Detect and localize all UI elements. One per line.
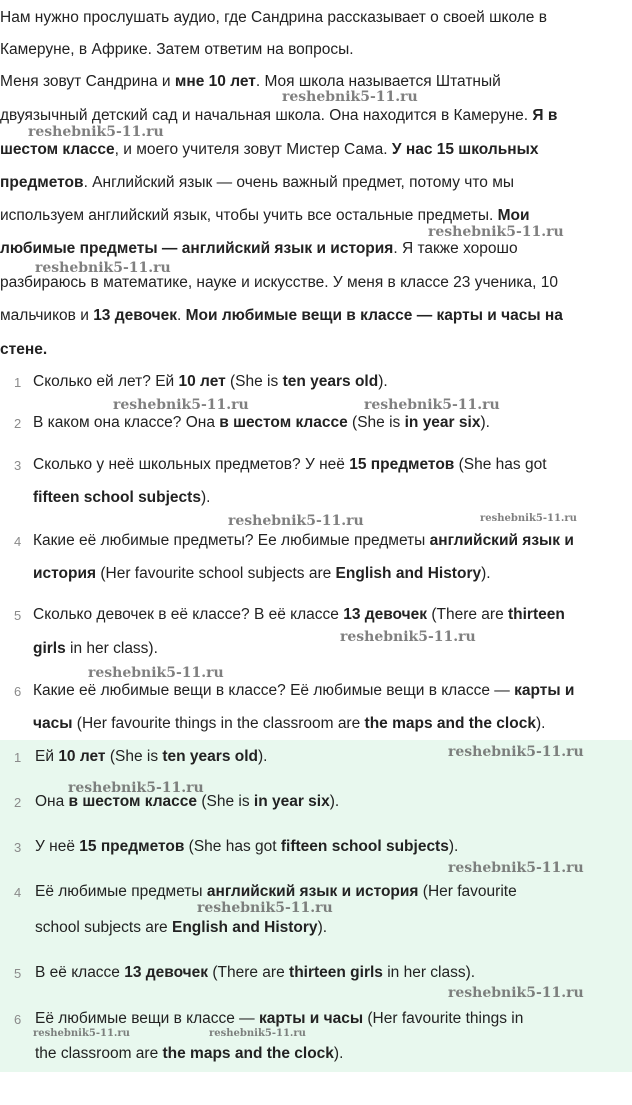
answer-number: 5 xyxy=(14,966,22,981)
answer-number: 1 xyxy=(14,750,22,765)
intro-line: Камеруне, в Африке. Затем ответим на вопросы. xyxy=(0,41,354,58)
answer-3: У неё 15 предметов (She has got fifteen school subjects). xyxy=(35,838,459,855)
intro-line: используем английский язык, чтобы учить все остальные предметы. Мои xyxy=(0,207,530,224)
question-number: 4 xyxy=(14,534,22,549)
intro-line: мальчиков и 13 девочек. Мои любимые вещи в классе — карты и часы на xyxy=(0,307,563,324)
watermark: reshebnik5-11.ru xyxy=(35,260,171,276)
watermark: reshebnik5-11.ru xyxy=(364,397,500,413)
answer-6-cont: the classroom are the maps and the clock). xyxy=(35,1045,344,1062)
question-4: Какие её любимые предметы? Ее любимые предметы английский язык и xyxy=(33,532,574,549)
answer-6: Её любимые вещи в классе — карты и часы (Her favourite things in xyxy=(35,1010,524,1027)
watermark: reshebnik5-11.ru xyxy=(88,665,224,681)
intro-line: Нам нужно прослушать аудио, где Сандрина рассказывает о своей школе в xyxy=(0,9,547,26)
question-3: Сколько у неё школьных предметов? У неё 15 предметов (She has got xyxy=(33,456,547,473)
question-number: 3 xyxy=(14,458,22,473)
watermark: reshebnik5-11.ru xyxy=(480,513,577,524)
intro-line: разбираюсь в математике, науке и искусстве. У меня в классе 23 ученика, 10 xyxy=(0,274,558,291)
answer-number: 3 xyxy=(14,840,22,855)
question-6-cont: часы (Her favourite things in the classroom are the maps and the clock). xyxy=(33,715,546,732)
question-5-cont: girls in her class). xyxy=(33,640,158,657)
watermark: reshebnik5-11.ru xyxy=(448,860,584,876)
question-number: 6 xyxy=(14,684,22,699)
intro-line: Меня зовут Сандрина и мне 10 лет. Моя школа называется Штатный xyxy=(0,73,501,90)
question-6: Какие её любимые вещи в классе? Её любимые вещи в классе — карты и xyxy=(33,682,575,699)
answer-5: В её классе 13 девочек (There are thirteen girls in her class). xyxy=(35,964,476,981)
question-2: В каком она классе? Она в шестом классе (She is in year six). xyxy=(33,414,490,431)
answer-2: Она в шестом классе (She is in year six). xyxy=(35,793,340,810)
watermark: reshebnik5-11.ru xyxy=(228,513,364,529)
watermark: reshebnik5-11.ru xyxy=(428,224,564,240)
question-number: 2 xyxy=(14,416,22,431)
watermark: reshebnik5-11.ru xyxy=(448,985,584,1001)
watermark: reshebnik5-11.ru xyxy=(209,1028,306,1039)
watermark: reshebnik5-11.ru xyxy=(33,1028,130,1039)
answer-4: Её любимые предметы английский язык и история (Her favourite xyxy=(35,883,517,900)
intro-line: шестом классе, и моего учителя зовут Мистер Сама. У нас 15 школьных xyxy=(0,141,539,158)
question-5: Сколько девочек в её классе? В её классе 13 девочек (There are thirteen xyxy=(33,606,565,623)
answer-number: 4 xyxy=(14,885,22,900)
question-number: 5 xyxy=(14,608,22,623)
answer-number: 6 xyxy=(14,1012,22,1027)
intro-line: стене. xyxy=(0,341,48,358)
watermark: reshebnik5-11.ru xyxy=(282,89,418,105)
watermark: reshebnik5-11.ru xyxy=(28,124,164,140)
answer-number: 2 xyxy=(14,795,22,810)
intro-line: предметов. Английский язык — очень важный предмет, потому что мы xyxy=(0,174,514,191)
intro-line: двуязычный детский сад и начальная школа. Она находится в Камеруне. Я в xyxy=(0,107,558,124)
watermark: reshebnik5-11.ru xyxy=(448,744,584,760)
question-number: 1 xyxy=(14,375,22,390)
watermark: reshebnik5-11.ru xyxy=(113,397,249,413)
watermark: reshebnik5-11.ru xyxy=(68,780,204,796)
question-4-cont: история (Her favourite school subjects are English and History). xyxy=(33,565,491,582)
question-1: Сколько ей лет? Ей 10 лет (She is ten years old). xyxy=(33,373,388,390)
intro-line: любимые предметы — английский язык и история. Я также хорошо xyxy=(0,240,518,257)
answer-4-cont: school subjects are English and History). xyxy=(35,919,328,936)
question-3-cont: fifteen school subjects). xyxy=(33,489,211,506)
answer-1: Ей 10 лет (She is ten years old). xyxy=(35,748,268,765)
watermark: reshebnik5-11.ru xyxy=(197,900,333,916)
watermark: reshebnik5-11.ru xyxy=(340,629,476,645)
